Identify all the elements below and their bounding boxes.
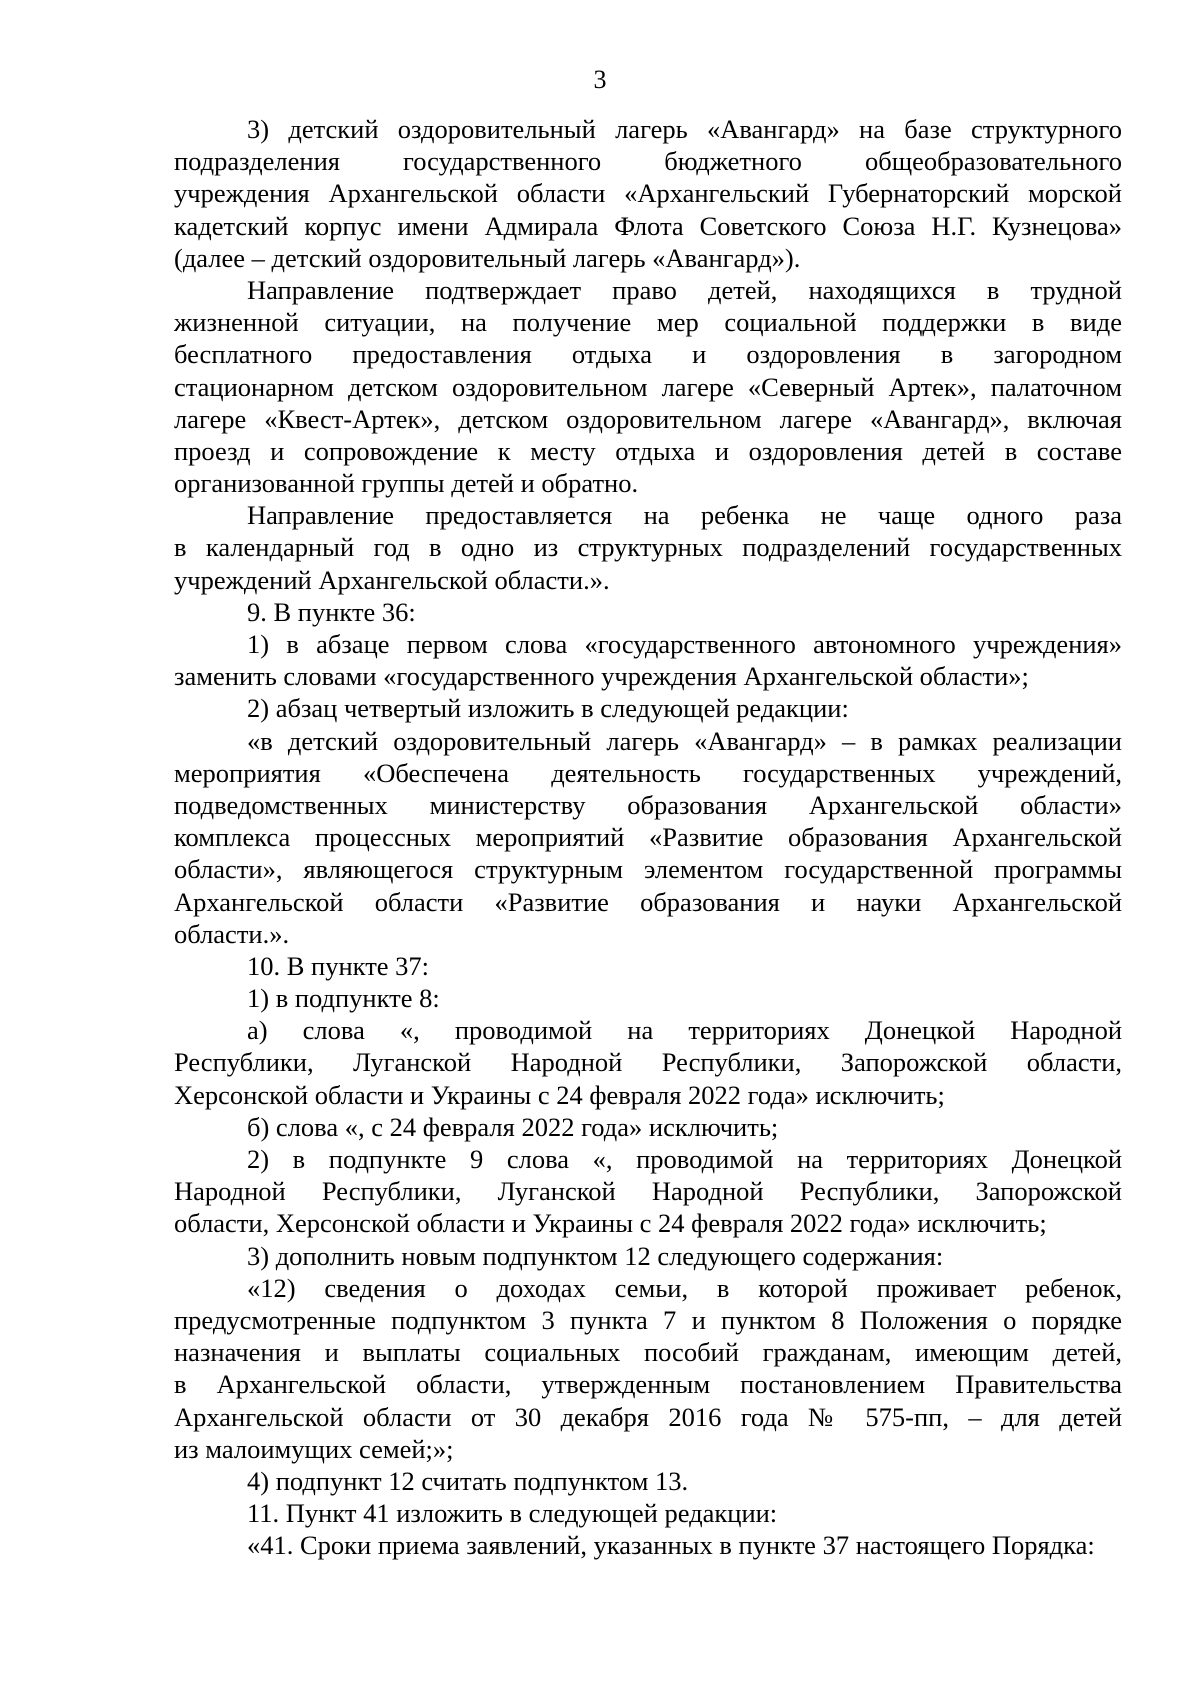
text-line: Республики, Луганской Народной Республики, Запорожской области, — [174, 1047, 1122, 1078]
text-line: подведомственных министерству образования Архангельской области» — [174, 789, 1122, 820]
text-line: Направление подтверждает право детей, находящихся в трудной — [247, 274, 1122, 305]
text-line: стационарном детском оздоровительном лагере «Северный Артек», палаточном — [174, 371, 1122, 402]
text-line: проезд и сопровождение к месту отдыха и оздоровления детей в составе — [174, 435, 1122, 466]
text-line: мероприятия «Обеспечена деятельность государственных учреждений, — [174, 757, 1122, 788]
text-line: Архангельской области от 30 декабря 2016 года № 575-пп, – для детей — [174, 1401, 1122, 1432]
text-line: Народной Республики, Луганской Народной Республики, Запорожской — [174, 1176, 1122, 1207]
text-line: «в детский оздоровительный лагерь «Авангард» – в рамках реализации — [247, 725, 1122, 756]
document-body — [174, 113, 1122, 1561]
text-line: жизненной ситуации, на получение мер социальной поддержки в виде — [174, 307, 1122, 338]
text-line: Направление предоставляется на ребенка не чаще одного раза — [247, 500, 1122, 531]
text-line: 2) абзац четвертый изложить в следующей редакции: — [247, 693, 849, 724]
text-line: области, Херсонской области и Украины с 24 февраля 2022 года» исключить; — [174, 1208, 1047, 1239]
text-line: из малоимущих семей;»; — [174, 1433, 454, 1464]
text-line: области.». — [174, 918, 290, 949]
text-line: 10. В пункте 37: — [247, 950, 430, 981]
text-line: заменить словами «государственного учреждения Архангельской области»; — [174, 661, 1029, 692]
text-line: 3) дополнить новым подпунктом 12 следующего содержания: — [247, 1240, 944, 1271]
text-line: предусмотренные подпунктом 3 пункта 7 и пунктом 8 Положения о порядке — [174, 1304, 1122, 1335]
text-line: Херсонской области и Украины с 24 февраля 2022 года» исключить; — [174, 1079, 945, 1110]
text-line: кадетский корпус имени Адмирала Флота Советского Союза Н.Г. Кузнецова» — [174, 210, 1122, 241]
text-line: бесплатного предоставления отдыха и оздоровления в загородном — [174, 339, 1122, 370]
text-line: в календарный год в одно из структурных подразделений государственных — [174, 532, 1122, 563]
text-line: учреждений Архангельской области.». — [174, 564, 610, 595]
text-line: Архангельской области «Развитие образования и науки Архангельской — [174, 886, 1122, 917]
text-line: 4) подпункт 12 считать подпунктом 13. — [247, 1465, 689, 1496]
text-line: области», являющегося структурным элементом государственной программы — [174, 854, 1122, 885]
text-line: комплекса процессных мероприятий «Развитие образования Архангельской — [174, 822, 1122, 853]
text-line: 1) в абзаце первом слова «государственного автономного учреждения» — [247, 629, 1122, 659]
text-line: а) слова «, проводимой на территориях Донецкой Народной — [247, 1015, 1122, 1046]
text-line: 1) в подпункте 8: — [247, 983, 440, 1014]
text-line: «41. Сроки приема заявлений, указанных в пункте 37 настоящего Порядка: — [247, 1530, 1095, 1561]
text-line: учреждения Архангельской области «Архангельский Губернаторский морской — [174, 178, 1122, 209]
page-number: 3 — [593, 65, 607, 94]
text-line: «12) сведения о доходах семьи, в которой проживает ребенок, — [247, 1272, 1122, 1303]
text-line: 9. В пункте 36: — [247, 596, 416, 627]
text-line: назначения и выплаты социальных пособий гражданам, имеющим детей, — [174, 1337, 1122, 1368]
text-line: б) слова «, с 24 февраля 2022 года» исключить; — [247, 1111, 779, 1142]
text-line: (далее – детский оздоровительный лагерь «Авангард»). — [174, 242, 801, 273]
text-line: 3) детский оздоровительный лагерь «Авангард» на базе структурного — [247, 114, 1122, 144]
text-line: в Архангельской области, утвержденным постановлением Правительства — [174, 1369, 1122, 1400]
text-line: подразделения государственного бюджетного общеобразовательного — [174, 146, 1122, 177]
text-line: лагере «Квест-Артек», детском оздоровительном лагере «Авангард», включая — [174, 403, 1122, 434]
text-line: 11. Пункт 41 изложить в следующей редакции: — [247, 1498, 778, 1529]
text-line: 2) в подпункте 9 слова «, проводимой на территориях Донецкой — [247, 1144, 1122, 1174]
text-line: организованной группы детей и обратно. — [174, 468, 639, 499]
